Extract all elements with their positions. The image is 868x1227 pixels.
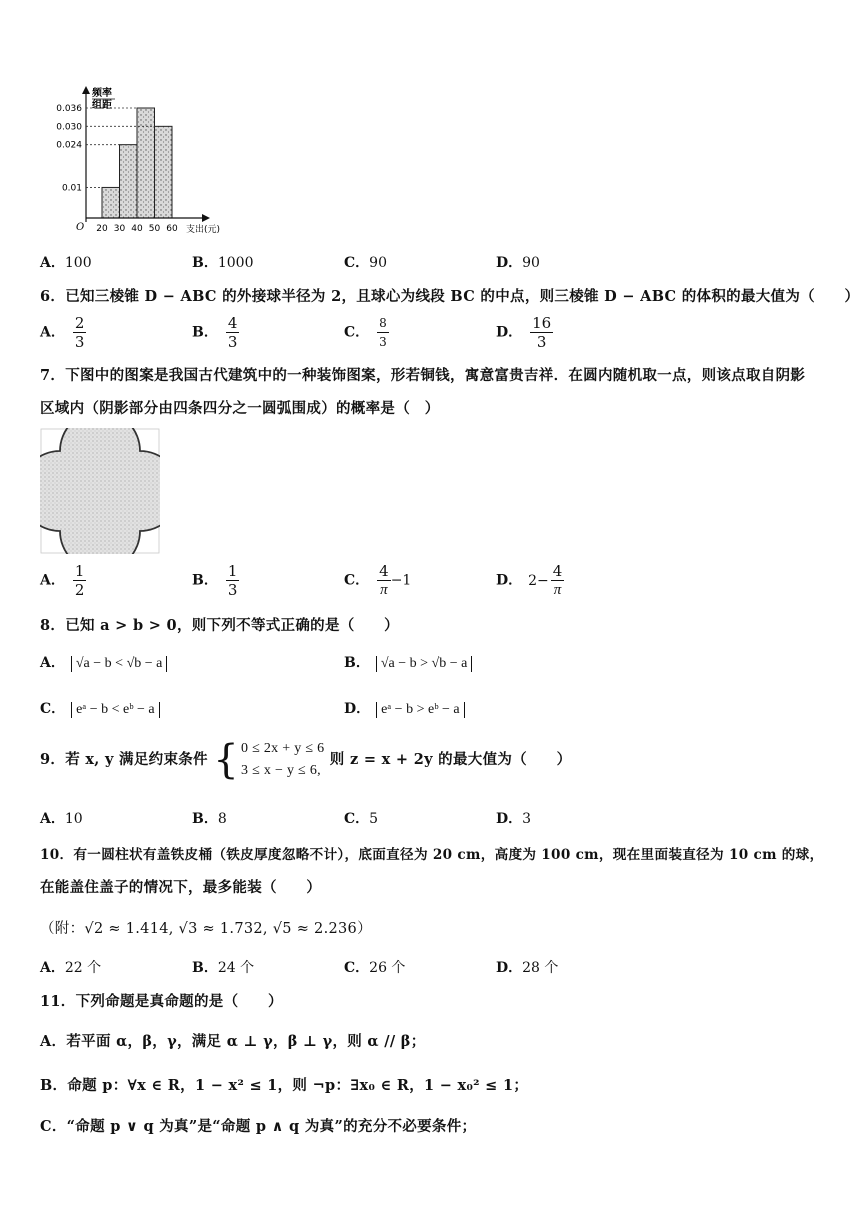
q5-option-b[interactable]: B．1000	[192, 255, 254, 271]
q9-option-b[interactable]: B．8	[192, 811, 227, 827]
x-tick-label: 50	[148, 224, 161, 234]
histogram-figure	[40, 84, 240, 244]
q7-stem-line2: 区域内（阴影部分由四条四分之一圆弧围成）的概率是（ ）	[40, 400, 440, 417]
q9-constraint-1: 0 ≤ 2x + y ≤ 6	[240, 741, 325, 756]
q10-option-a[interactable]: A．22 个	[40, 960, 102, 976]
y-tick-label: 0.036	[56, 104, 82, 114]
x-tick-label: 20	[96, 224, 108, 234]
x-tick-label: 30	[113, 224, 126, 234]
q9-option-c[interactable]: C．5	[344, 811, 379, 827]
y-tick-label: 0.01	[61, 183, 82, 194]
q10-note: （附：√2 ≈ 1.414, √3 ≈ 1.732, √5 ≈ 2.236）	[40, 921, 372, 937]
histogram-bar	[120, 145, 138, 218]
q7-option-a[interactable]: A． $\frac{1}{2}$	[40, 562, 85, 599]
histogram-x-ticks	[96, 224, 178, 234]
q9-stem-pre: 9．若 x, y 满足约束条件	[40, 751, 208, 768]
x-axis-arrow	[202, 214, 210, 222]
q7-option-d[interactable]: D． 2− $\frac{4}{\pi}$	[496, 562, 563, 598]
q8-option-b[interactable]: B． √a − b > √b − a	[344, 652, 472, 672]
q9-stem	[40, 738, 571, 782]
histogram-bar	[155, 126, 173, 218]
q8-option-a[interactable]: A． √a − b < √b − a	[40, 652, 167, 672]
q6-option-b[interactable]: B． $\frac{4}{3}$	[192, 314, 238, 351]
histogram-bars	[102, 108, 172, 218]
q10-stem-line2: 在能盖住盖子的情况下，最多能装（ ）	[40, 879, 322, 896]
histogram-bar	[102, 187, 120, 218]
q10-option-d[interactable]: D．28 个	[496, 960, 559, 976]
q9-option-a[interactable]: A．10	[40, 811, 83, 827]
q11-option-b[interactable]: B．命题 p：∀x ∈ R，1 − x² ≤ 1，则 ¬p：∃x₀ ∈ R，1 − x₀² ≤ 1；	[40, 1077, 529, 1094]
origin-label: O	[76, 222, 85, 233]
q9-stem-post: 则 z = x + 2y 的最大值为（ ）	[329, 751, 572, 768]
q8-option-d[interactable]: D． eᵃ − b > eᵇ − a	[344, 698, 465, 718]
q6-stem: 6．已知三棱锥 D − ABC 的外接球半径为 2，且球心为线段 BC 的中点，则三棱锥 D − ABC 的体积的最大值为（ ）	[40, 288, 860, 305]
coin-pattern-figure	[40, 428, 160, 554]
histogram-y-ticks	[56, 104, 82, 193]
q5-option-c[interactable]: C．90	[344, 255, 387, 271]
q8-option-c[interactable]: C． eᵃ − b < eᵇ − a	[40, 698, 160, 718]
q10-option-b[interactable]: B．24 个	[192, 960, 255, 976]
q8-stem: 8．已知 a > b > 0，则下列不等式正确的是（ ）	[40, 617, 399, 634]
y-axis-label-2: 组距	[92, 100, 112, 111]
q10-stem-line1: 10．有一圆柱状有盖铁皮桶（铁皮厚度忽略不计），底面直径为 20 cm，高度为 100 cm，现在里面装直径为 10 cm 的球，	[40, 847, 824, 863]
q7-option-c[interactable]: C． $\frac{4}{\pi}$ −1	[344, 562, 412, 598]
shaded-region	[40, 428, 160, 554]
q7-stem-line1: 7．下图中的图案是我国古代建筑中的一种装饰图案，形若铜钱，寓意富贵吉祥．在圆内随机取一点，则该点取自阴影	[40, 367, 806, 384]
q11-option-c[interactable]: C．“命题 p ∨ q 为真”是“命题 p ∧ q 为真”的充分不必要条件；	[40, 1118, 477, 1135]
y-tick-label: 0.024	[56, 140, 82, 151]
q5-option-d[interactable]: D．90	[496, 255, 540, 271]
y-tick-label: 0.030	[56, 122, 82, 133]
x-tick-label: 60	[166, 224, 178, 234]
q11-option-a[interactable]: A．若平面 α，β，γ，满足 α ⊥ γ，β ⊥ γ，则 α // β；	[40, 1033, 426, 1050]
q11-stem: 11．下列命题是真命题的是（ ）	[40, 993, 283, 1010]
x-axis-label: 支出(元)	[186, 225, 221, 235]
q6-option-c[interactable]: C． $\frac{8}{3}$	[344, 316, 387, 349]
q6-option-a[interactable]: A． $\frac{2}{3}$	[40, 314, 85, 351]
q9-option-d[interactable]: D．3	[496, 811, 532, 827]
q5-option-a[interactable]: A．100	[40, 255, 92, 271]
q9-constraint-2: 3 ≤ x − y ≤ 6,	[240, 763, 321, 778]
y-axis-arrow	[82, 86, 90, 94]
y-axis-label-1: 频率	[92, 88, 112, 99]
q10-option-c[interactable]: C．26 个	[344, 960, 406, 976]
q7-option-b[interactable]: B． $\frac{1}{3}$	[192, 562, 238, 599]
x-tick-label: 40	[131, 224, 143, 234]
q9-constraint-system: { 0 ≤ 2x + y ≤ 6 3 ≤ x − y ≤ 6,	[213, 737, 325, 783]
histogram-bar	[137, 108, 155, 218]
q6-option-d[interactable]: D． $\frac{16}{3}$	[496, 314, 552, 351]
